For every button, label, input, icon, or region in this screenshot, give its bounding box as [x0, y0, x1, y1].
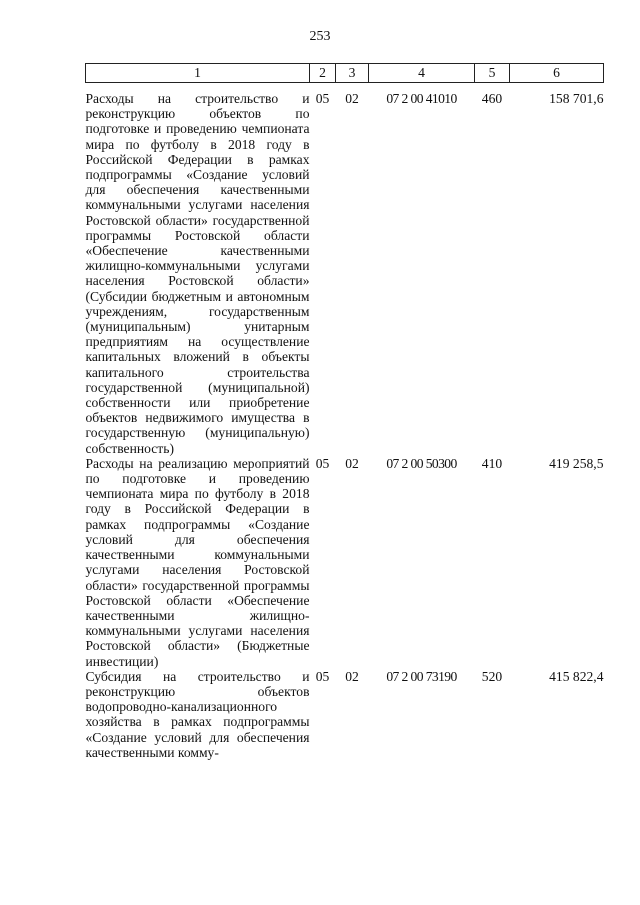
- row-section: 05: [315, 668, 330, 684]
- row-target-article: 07 2 00 41010: [386, 91, 457, 106]
- budget-table: [85, 63, 604, 760]
- row-expense-type: 460: [481, 91, 503, 106]
- row-description: Субсидия на строительство и реконструкцию объектов водопроводно-канализационного хозяйства в рамках подпрограммы «Создание условий для обеспечения качественными комму-: [85, 668, 310, 760]
- row-amount: 415 822,4: [549, 668, 604, 684]
- table-row: [86, 83, 604, 456]
- row-subsection: 02: [345, 668, 359, 684]
- header-cell-4: 4: [369, 64, 475, 83]
- row-section: 05: [315, 455, 330, 471]
- row-target-article: 07 2 00 50300: [386, 455, 457, 471]
- header-cell-3: 3: [336, 64, 369, 83]
- header-cell-6: 6: [510, 64, 604, 83]
- row-amount: 158 701,6: [549, 91, 604, 106]
- row-description: Расходы на реализацию мероприятий по подготовке и проведению чемпионата мира по футболу в 2018 году в Российской Федерации в рамках подпрограммы «Создание условий для обеспечения качественными коммунальными услугами населения Ростовской области» государственной программы Ростовской области «Обеспечение качественными жилищно-коммунальными услугами населения Ростовской области» (Бюджетные инвестиции): [85, 455, 310, 669]
- row-expense-type: 520: [481, 668, 503, 684]
- header-cell-2: 2: [310, 64, 336, 83]
- row-description: Расходы на строительство и реконструкцию объектов по подготовке и проведению чемпионата мира по футболу в 2018 году в Российской Федерации в рамках подпрограммы «Создание условий для обеспечения качественными коммунальными услугами населения Ростовской области» государственной программы Ростовской области «Обеспечение качественными жилищно-коммунальными услугами населения Ростовской области» (Субсидии бюджетным и автономным учреждениям, государственным (муниципальным) унитарным предприятиям на осуществление капитальных вложений в объекты капитального строительства государственной (муниципальной) собственности или приобретение объектов недвижимого имущества в государственную (муниципальную) собственность): [85, 91, 310, 456]
- row-amount: 419 258,5: [549, 455, 604, 471]
- header-cell-5: 5: [475, 64, 510, 83]
- row-subsection: 02: [345, 455, 359, 471]
- row-section: 05: [315, 91, 330, 106]
- row-expense-type: 410: [481, 455, 503, 471]
- row-target-article: 07 2 00 73190: [386, 668, 457, 684]
- table-row: [86, 669, 604, 760]
- row-subsection: 02: [345, 91, 359, 106]
- page-number: 253: [309, 29, 331, 44]
- table-row: [86, 456, 604, 669]
- table-header: [86, 64, 604, 83]
- header-cell-1: 1: [86, 64, 310, 83]
- header-row: [86, 64, 604, 83]
